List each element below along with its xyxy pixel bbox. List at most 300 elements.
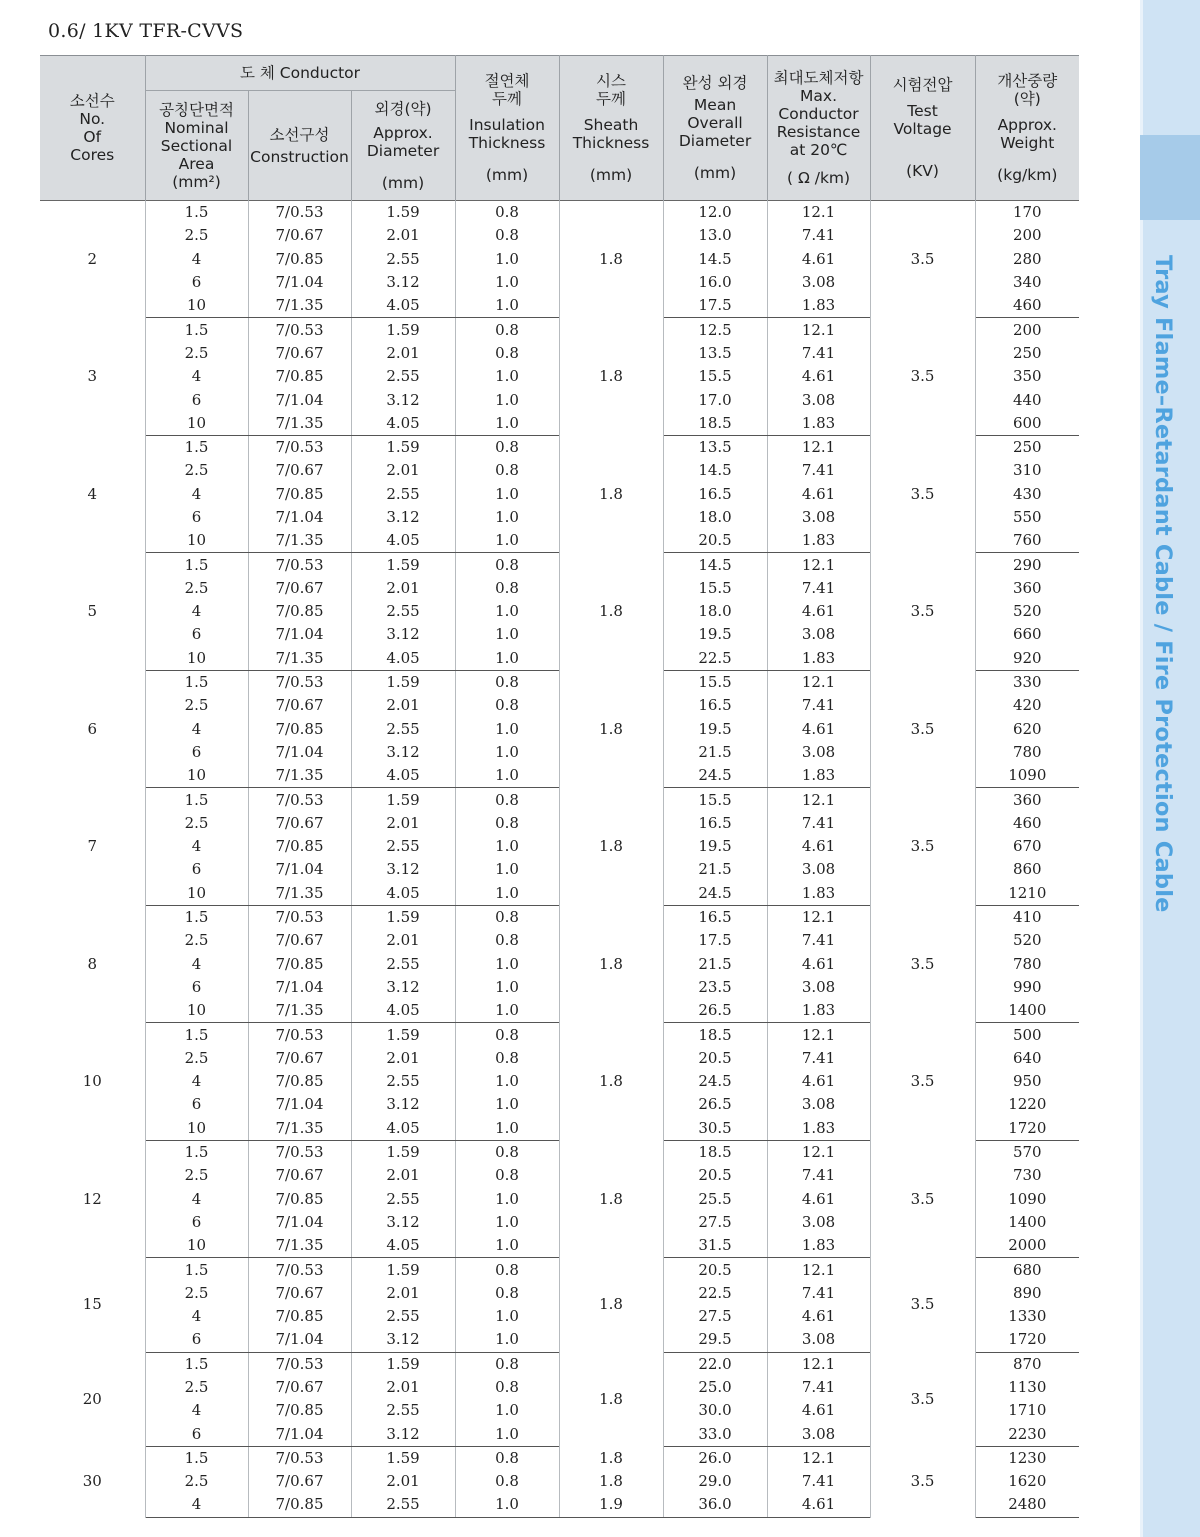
- diameter-cell: 2.55: [351, 1070, 455, 1093]
- diameter-cell: 3.12: [351, 271, 455, 294]
- overall-diameter-cell: 19.5: [663, 718, 767, 741]
- construction-cell: 7/0.85: [248, 835, 351, 858]
- resistance-cell: 3.08: [767, 388, 870, 411]
- resistance-cell: 3.08: [767, 1211, 870, 1234]
- area-cell: 2.5: [145, 1376, 248, 1399]
- area-cell: 4: [145, 953, 248, 976]
- diameter-cell: 1.59: [351, 435, 455, 459]
- insulation-cell: 0.8: [455, 224, 559, 247]
- weight-cell: 570: [975, 1140, 1079, 1164]
- diameter-cell: 2.01: [351, 1164, 455, 1187]
- insulation-cell: 1.0: [455, 365, 559, 388]
- area-cell: 4: [145, 483, 248, 506]
- area-cell: 6: [145, 1093, 248, 1116]
- resistance-cell: 12.1: [767, 670, 870, 694]
- insulation-cell: 1.0: [455, 1117, 559, 1141]
- weight-cell: 670: [975, 835, 1079, 858]
- diameter-cell: 4.05: [351, 1234, 455, 1258]
- weight-cell: 950: [975, 1070, 1079, 1093]
- table-row: [40, 318, 1079, 342]
- diameter-cell: 3.12: [351, 1093, 455, 1116]
- overall-diameter-cell: 20.5: [663, 1164, 767, 1187]
- weight-cell: 2230: [975, 1422, 1079, 1446]
- sheath-cell: 1.9: [559, 1493, 663, 1517]
- diameter-cell: 2.55: [351, 600, 455, 623]
- weight-cell: 250: [975, 342, 1079, 365]
- weight-cell: 620: [975, 718, 1079, 741]
- test-voltage-cell: 3.5: [870, 670, 975, 787]
- weight-cell: 1400: [975, 999, 1079, 1023]
- test-voltage-cell: 3.5: [870, 318, 975, 435]
- insulation-cell: 0.8: [455, 905, 559, 929]
- cores-cell: 6: [40, 670, 145, 787]
- insulation-cell: 1.0: [455, 1070, 559, 1093]
- insulation-cell: 0.8: [455, 1352, 559, 1376]
- resistance-cell: 4.61: [767, 1493, 870, 1517]
- insulation-cell: 1.0: [455, 647, 559, 671]
- insulation-cell: 0.8: [455, 318, 559, 342]
- area-cell: 10: [145, 882, 248, 906]
- construction-cell: 7/1.04: [248, 388, 351, 411]
- resistance-cell: 4.61: [767, 1187, 870, 1210]
- table-row: [40, 1258, 1079, 1282]
- resistance-cell: 7.41: [767, 812, 870, 835]
- construction-cell: 7/1.35: [248, 1234, 351, 1258]
- diameter-cell: 1.59: [351, 1258, 455, 1282]
- overall-diameter-cell: 12.5: [663, 318, 767, 342]
- overall-diameter-cell: 19.5: [663, 835, 767, 858]
- insulation-cell: 0.8: [455, 342, 559, 365]
- table-row: [40, 670, 1079, 694]
- construction-cell: 7/0.85: [248, 1070, 351, 1093]
- diameter-cell: 1.59: [351, 905, 455, 929]
- diameter-cell: 2.01: [351, 224, 455, 247]
- insulation-cell: 1.0: [455, 529, 559, 553]
- insulation-cell: 1.0: [455, 506, 559, 529]
- sheath-cell: 1.8: [559, 1352, 663, 1446]
- overall-diameter-cell: 22.5: [663, 1282, 767, 1305]
- overall-diameter-cell: 20.5: [663, 1047, 767, 1070]
- resistance-cell: 12.1: [767, 905, 870, 929]
- header-approx-diameter: 외경(약) Approx. Diameter (mm): [351, 91, 455, 201]
- area-cell: 1.5: [145, 788, 248, 812]
- diameter-cell: 2.55: [351, 483, 455, 506]
- area-cell: 6: [145, 858, 248, 881]
- area-cell: 10: [145, 647, 248, 671]
- insulation-cell: 1.0: [455, 600, 559, 623]
- table-row: [40, 201, 1079, 225]
- weight-cell: 460: [975, 294, 1079, 318]
- overall-diameter-cell: 27.5: [663, 1211, 767, 1234]
- table-row: [40, 905, 1079, 929]
- test-voltage-cell: 3.5: [870, 435, 975, 552]
- area-cell: 1.5: [145, 1023, 248, 1047]
- area-cell: 4: [145, 248, 248, 271]
- diameter-cell: 3.12: [351, 623, 455, 646]
- construction-cell: 7/0.53: [248, 1258, 351, 1282]
- weight-cell: 440: [975, 388, 1079, 411]
- weight-cell: 860: [975, 858, 1079, 881]
- construction-cell: 7/0.67: [248, 812, 351, 835]
- weight-cell: 340: [975, 271, 1079, 294]
- weight-cell: 1130: [975, 1376, 1079, 1399]
- diameter-cell: 1.59: [351, 318, 455, 342]
- insulation-cell: 1.0: [455, 1493, 559, 1517]
- weight-cell: 520: [975, 600, 1079, 623]
- insulation-cell: 1.0: [455, 882, 559, 906]
- overall-diameter-cell: 23.5: [663, 976, 767, 999]
- insulation-cell: 0.8: [455, 1470, 559, 1493]
- diameter-cell: 4.05: [351, 764, 455, 788]
- construction-cell: 7/1.04: [248, 1211, 351, 1234]
- resistance-cell: 7.41: [767, 929, 870, 952]
- weight-cell: 170: [975, 201, 1079, 225]
- resistance-cell: 7.41: [767, 1047, 870, 1070]
- resistance-cell: 4.61: [767, 248, 870, 271]
- insulation-cell: 1.0: [455, 1399, 559, 1422]
- construction-cell: 7/1.04: [248, 976, 351, 999]
- area-cell: 4: [145, 835, 248, 858]
- construction-cell: 7/1.04: [248, 1093, 351, 1116]
- insulation-cell: 1.0: [455, 1422, 559, 1446]
- weight-cell: 200: [975, 318, 1079, 342]
- area-cell: 2.5: [145, 1282, 248, 1305]
- construction-cell: 7/1.35: [248, 999, 351, 1023]
- weight-cell: 550: [975, 506, 1079, 529]
- test-voltage-cell: 3.5: [870, 201, 975, 318]
- diameter-cell: 4.05: [351, 1117, 455, 1141]
- cores-cell: 5: [40, 553, 145, 670]
- diameter-cell: 2.01: [351, 1376, 455, 1399]
- area-cell: 1.5: [145, 318, 248, 342]
- overall-diameter-cell: 16.5: [663, 694, 767, 717]
- sheath-cell: 1.8: [559, 318, 663, 435]
- construction-cell: 7/1.35: [248, 529, 351, 553]
- construction-cell: 7/0.67: [248, 459, 351, 482]
- overall-diameter-cell: 18.5: [663, 1140, 767, 1164]
- construction-cell: 7/0.67: [248, 694, 351, 717]
- diameter-cell: 4.05: [351, 294, 455, 318]
- diameter-cell: 1.59: [351, 553, 455, 577]
- overall-diameter-cell: 15.5: [663, 670, 767, 694]
- header-construction: 소선구성 Construction: [248, 91, 351, 201]
- overall-diameter-cell: 15.5: [663, 365, 767, 388]
- construction-cell: 7/0.53: [248, 1446, 351, 1470]
- insulation-cell: 0.8: [455, 1446, 559, 1470]
- construction-cell: 7/0.53: [248, 201, 351, 225]
- resistance-cell: 12.1: [767, 435, 870, 459]
- weight-cell: 430: [975, 483, 1079, 506]
- weight-cell: 1720: [975, 1117, 1079, 1141]
- diameter-cell: 1.59: [351, 670, 455, 694]
- insulation-cell: 1.0: [455, 271, 559, 294]
- construction-cell: 7/1.04: [248, 1328, 351, 1352]
- table-row: [40, 1140, 1079, 1164]
- side-label: Tray Flame–Retardant Cable / Fire Protection Cable: [1150, 255, 1176, 913]
- overall-diameter-cell: 29.5: [663, 1328, 767, 1352]
- header-sheath: 시스 두께 Sheath Thickness (mm): [559, 56, 663, 201]
- area-cell: 6: [145, 1328, 248, 1352]
- header-weight: 개산중량 (약) Approx. Weight (kg/km): [975, 56, 1079, 201]
- weight-cell: 1090: [975, 764, 1079, 788]
- diameter-cell: 2.55: [351, 1305, 455, 1328]
- area-cell: 2.5: [145, 812, 248, 835]
- insulation-cell: 0.8: [455, 694, 559, 717]
- construction-cell: 7/0.67: [248, 1470, 351, 1493]
- construction-cell: 7/1.35: [248, 294, 351, 318]
- overall-diameter-cell: 16.5: [663, 483, 767, 506]
- insulation-cell: 0.8: [455, 812, 559, 835]
- test-voltage-cell: 3.5: [870, 553, 975, 670]
- overall-diameter-cell: 26.5: [663, 999, 767, 1023]
- cores-cell: 20: [40, 1352, 145, 1446]
- construction-cell: 7/0.67: [248, 224, 351, 247]
- insulation-cell: 1.0: [455, 1211, 559, 1234]
- overall-diameter-cell: 16.0: [663, 271, 767, 294]
- area-cell: 10: [145, 529, 248, 553]
- diameter-cell: 2.01: [351, 1470, 455, 1493]
- weight-cell: 290: [975, 553, 1079, 577]
- overall-diameter-cell: 30.5: [663, 1117, 767, 1141]
- overall-diameter-cell: 21.5: [663, 741, 767, 764]
- overall-diameter-cell: 20.5: [663, 1258, 767, 1282]
- insulation-cell: 0.8: [455, 788, 559, 812]
- weight-cell: 250: [975, 435, 1079, 459]
- diameter-cell: 2.55: [351, 365, 455, 388]
- construction-cell: 7/1.04: [248, 623, 351, 646]
- diameter-cell: 4.05: [351, 882, 455, 906]
- insulation-cell: 0.8: [455, 670, 559, 694]
- area-cell: 1.5: [145, 905, 248, 929]
- construction-cell: 7/1.35: [248, 1117, 351, 1141]
- resistance-cell: 4.61: [767, 1305, 870, 1328]
- diameter-cell: 3.12: [351, 1328, 455, 1352]
- area-cell: 1.5: [145, 1258, 248, 1282]
- area-cell: 2.5: [145, 929, 248, 952]
- area-cell: 4: [145, 1399, 248, 1422]
- weight-cell: 350: [975, 365, 1079, 388]
- weight-cell: 1720: [975, 1328, 1079, 1352]
- insulation-cell: 1.0: [455, 858, 559, 881]
- diameter-cell: 4.05: [351, 529, 455, 553]
- weight-cell: 360: [975, 577, 1079, 600]
- table-row: [40, 1023, 1079, 1047]
- area-cell: 2.5: [145, 577, 248, 600]
- overall-diameter-cell: 18.5: [663, 412, 767, 436]
- construction-cell: 7/0.85: [248, 248, 351, 271]
- diameter-cell: 2.01: [351, 577, 455, 600]
- construction-cell: 7/0.53: [248, 1023, 351, 1047]
- overall-diameter-cell: 29.0: [663, 1470, 767, 1493]
- resistance-cell: 12.1: [767, 553, 870, 577]
- weight-cell: 760: [975, 529, 1079, 553]
- insulation-cell: 0.8: [455, 1047, 559, 1070]
- diameter-cell: 2.55: [351, 1187, 455, 1210]
- sheath-cell: 1.8: [559, 1258, 663, 1352]
- sheath-cell: 1.8: [559, 1470, 663, 1493]
- header-nominal-area: 공칭단면적 Nominal Sectional Area (mm²): [145, 91, 248, 201]
- resistance-cell: 4.61: [767, 1399, 870, 1422]
- area-cell: 4: [145, 718, 248, 741]
- weight-cell: 1220: [975, 1093, 1079, 1116]
- resistance-cell: 4.61: [767, 953, 870, 976]
- area-cell: 10: [145, 1234, 248, 1258]
- insulation-cell: 1.0: [455, 835, 559, 858]
- diameter-cell: 2.55: [351, 248, 455, 271]
- construction-cell: 7/0.53: [248, 318, 351, 342]
- construction-cell: 7/0.85: [248, 1399, 351, 1422]
- construction-cell: 7/1.04: [248, 858, 351, 881]
- overall-diameter-cell: 18.0: [663, 506, 767, 529]
- area-cell: 1.5: [145, 1446, 248, 1470]
- header-test-voltage: 시험전압 Test Voltage (KV): [870, 56, 975, 201]
- resistance-cell: 12.1: [767, 318, 870, 342]
- weight-cell: 2000: [975, 1234, 1079, 1258]
- insulation-cell: 1.0: [455, 623, 559, 646]
- resistance-cell: 3.08: [767, 506, 870, 529]
- page-title: 0.6/ 1KV TFR-CVVS: [48, 20, 244, 42]
- area-cell: 4: [145, 1070, 248, 1093]
- weight-cell: 640: [975, 1047, 1079, 1070]
- overall-diameter-cell: 15.5: [663, 577, 767, 600]
- weight-cell: 410: [975, 905, 1079, 929]
- diameter-cell: 1.59: [351, 201, 455, 225]
- area-cell: 1.5: [145, 670, 248, 694]
- area-cell: 1.5: [145, 1140, 248, 1164]
- resistance-cell: 4.61: [767, 365, 870, 388]
- sheath-cell: 1.8: [559, 1446, 663, 1470]
- weight-cell: 1330: [975, 1305, 1079, 1328]
- test-voltage-cell: 3.5: [870, 788, 975, 905]
- resistance-cell: 1.83: [767, 647, 870, 671]
- insulation-cell: 0.8: [455, 1023, 559, 1047]
- spec-table: [40, 55, 1079, 1518]
- sheath-cell: 1.8: [559, 1023, 663, 1140]
- area-cell: 4: [145, 1187, 248, 1210]
- diameter-cell: 3.12: [351, 976, 455, 999]
- resistance-cell: 12.1: [767, 1023, 870, 1047]
- weight-cell: 660: [975, 623, 1079, 646]
- diameter-cell: 2.55: [351, 1399, 455, 1422]
- diameter-cell: 1.59: [351, 1446, 455, 1470]
- construction-cell: 7/0.85: [248, 953, 351, 976]
- construction-cell: 7/1.35: [248, 412, 351, 436]
- insulation-cell: 1.0: [455, 953, 559, 976]
- area-cell: 6: [145, 741, 248, 764]
- resistance-cell: 12.1: [767, 1446, 870, 1470]
- construction-cell: 7/0.53: [248, 553, 351, 577]
- resistance-cell: 1.83: [767, 529, 870, 553]
- insulation-cell: 0.8: [455, 553, 559, 577]
- area-cell: 2.5: [145, 1047, 248, 1070]
- weight-cell: 920: [975, 647, 1079, 671]
- resistance-cell: 4.61: [767, 483, 870, 506]
- overall-diameter-cell: 21.5: [663, 858, 767, 881]
- resistance-cell: 12.1: [767, 1258, 870, 1282]
- weight-cell: 1620: [975, 1470, 1079, 1493]
- insulation-cell: 1.0: [455, 388, 559, 411]
- weight-cell: 990: [975, 976, 1079, 999]
- area-cell: 1.5: [145, 1352, 248, 1376]
- diameter-cell: 4.05: [351, 999, 455, 1023]
- area-cell: 6: [145, 1211, 248, 1234]
- insulation-cell: 0.8: [455, 1282, 559, 1305]
- insulation-cell: 1.0: [455, 999, 559, 1023]
- diameter-cell: 3.12: [351, 1422, 455, 1446]
- construction-cell: 7/0.53: [248, 435, 351, 459]
- overall-diameter-cell: 14.5: [663, 459, 767, 482]
- resistance-cell: 3.08: [767, 1422, 870, 1446]
- weight-cell: 500: [975, 1023, 1079, 1047]
- table-row: [40, 788, 1079, 812]
- area-cell: 1.5: [145, 553, 248, 577]
- weight-cell: 1710: [975, 1399, 1079, 1422]
- construction-cell: 7/0.85: [248, 1187, 351, 1210]
- resistance-cell: 4.61: [767, 718, 870, 741]
- insulation-cell: 0.8: [455, 1164, 559, 1187]
- construction-cell: 7/1.35: [248, 882, 351, 906]
- area-cell: 10: [145, 294, 248, 318]
- test-voltage-cell: 3.5: [870, 1140, 975, 1257]
- overall-diameter-cell: 20.5: [663, 529, 767, 553]
- construction-cell: 7/1.04: [248, 271, 351, 294]
- resistance-cell: 4.61: [767, 835, 870, 858]
- overall-diameter-cell: 25.5: [663, 1187, 767, 1210]
- insulation-cell: 0.8: [455, 1376, 559, 1399]
- overall-diameter-cell: 21.5: [663, 953, 767, 976]
- overall-diameter-cell: 13.5: [663, 342, 767, 365]
- header-resistance: 최대도체저항 Max. Conductor Resistance at 20℃ ( Ω /km): [767, 56, 870, 201]
- resistance-cell: 7.41: [767, 459, 870, 482]
- weight-cell: 780: [975, 741, 1079, 764]
- area-cell: 6: [145, 506, 248, 529]
- resistance-cell: 3.08: [767, 976, 870, 999]
- overall-diameter-cell: 22.5: [663, 647, 767, 671]
- overall-diameter-cell: 19.5: [663, 623, 767, 646]
- sheath-cell: 1.8: [559, 670, 663, 787]
- weight-cell: 870: [975, 1352, 1079, 1376]
- resistance-cell: 3.08: [767, 858, 870, 881]
- weight-cell: 1210: [975, 882, 1079, 906]
- area-cell: 6: [145, 271, 248, 294]
- diameter-cell: 3.12: [351, 388, 455, 411]
- table-row: [40, 1446, 1079, 1470]
- overall-diameter-cell: 15.5: [663, 788, 767, 812]
- weight-cell: 780: [975, 953, 1079, 976]
- cores-cell: 15: [40, 1258, 145, 1352]
- diameter-cell: 2.55: [351, 718, 455, 741]
- insulation-cell: 0.8: [455, 459, 559, 482]
- side-band-edge: [1140, 0, 1143, 1537]
- resistance-cell: 1.83: [767, 1117, 870, 1141]
- insulation-cell: 1.0: [455, 764, 559, 788]
- insulation-cell: 0.8: [455, 435, 559, 459]
- diameter-cell: 2.01: [351, 1047, 455, 1070]
- construction-cell: 7/0.85: [248, 365, 351, 388]
- resistance-cell: 3.08: [767, 1328, 870, 1352]
- header-cores: 소선수 No. Of Cores: [40, 56, 145, 201]
- construction-cell: 7/0.67: [248, 342, 351, 365]
- diameter-cell: 2.55: [351, 953, 455, 976]
- weight-cell: 280: [975, 248, 1079, 271]
- resistance-cell: 4.61: [767, 1070, 870, 1093]
- diameter-cell: 3.12: [351, 741, 455, 764]
- diameter-cell: 3.12: [351, 858, 455, 881]
- cores-cell: 8: [40, 905, 145, 1022]
- weight-cell: 680: [975, 1258, 1079, 1282]
- resistance-cell: 1.83: [767, 999, 870, 1023]
- overall-diameter-cell: 26.0: [663, 1446, 767, 1470]
